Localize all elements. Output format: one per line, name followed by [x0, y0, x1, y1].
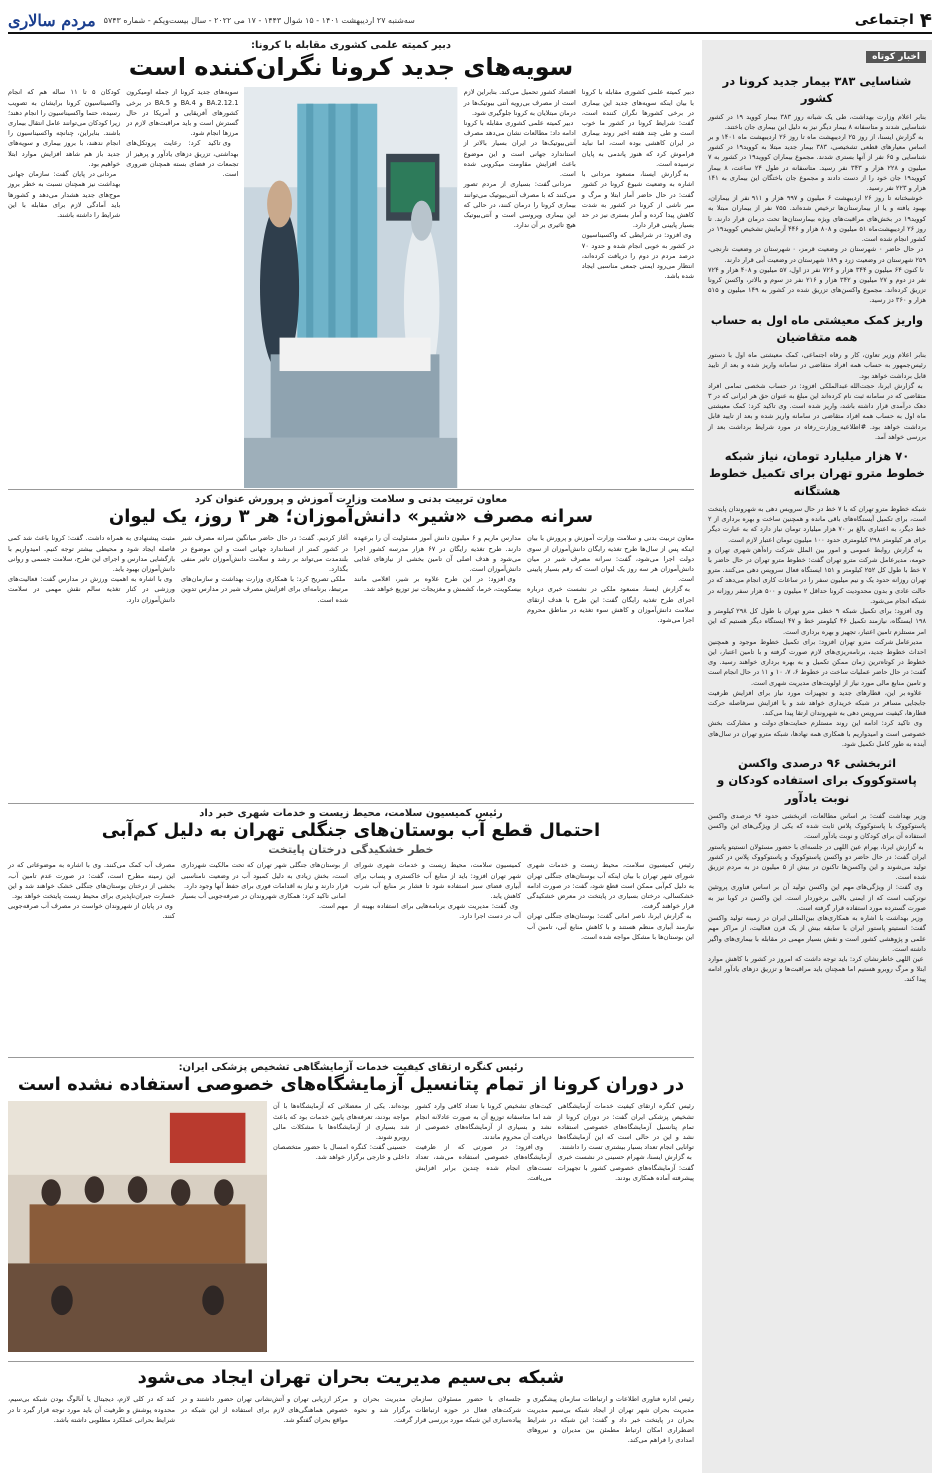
article-column: بوده‌اند. یکی از معضلاتی که آزمایشگاه‌ها با آن مواجه بودند، تعرفه‌های پایین خدمات بود که باعث شد بسیاری از آزمایشگاه‌ها با مشکلات مالی روبرو شوند. حسینی گفت: کنگره امسال با حضور متخصصان داخلی و خارجی برگزار خواهد شد.	[273, 1102, 410, 1162]
article-headline: سرانه مصرف «شیر» دانش‌آموزان؛ هر ۳ روز، یک لیوان	[108, 506, 594, 527]
brief-headline: واریز کمک معیشتی ماه اول به حساب همه متقاضیان	[710, 312, 924, 344]
article-kicker: رئیس کنگره ارتقای کیفیت خدمات آزمایشگاهی تشخیص پزشکی ایران:	[178, 1062, 524, 1073]
article-headline: سویه‌های جدید کرونا نگران‌کننده است	[128, 53, 574, 81]
article-headline: در دوران کرونا از تمام پتانسیل آزمایشگاه‌های خصوصی استفاده نشده است	[17, 1074, 685, 1095]
article-column: دبیر کمیته علمی کشوری مقابله با کرونا با بیان اینکه سویه‌های جدید این بیماری در برخی کشورها نگران کننده است، گفت: شرایط کرونا در کشور ما خوب است و طی چند هفته اخیر روند بیماری در ایران کاهشی بوده است، اما نباید فراموش کرد که هنوز پاندمی به پایان نرسیده است. به گزارش ایسنا، مسعود مردانی با اشاره به وضعیت شیوع کرونا در کشور گفت: در حال حاضر آمار ابتلا و مرگ و میر ناشی از کرونا در کشور به شدت کاهش پیدا کرده و آمار بستری نیز در حد بسیار پایینی قرار دارد. وی افزود: در شرایطی که واکسیناسیون در کشور به خوبی انجام شده و حدود ۷۰ درصد مردم دز دوم را دریافت کرده‌اند، انتظار می‌رود ایمنی جمعی مناسبی ایجاد شده باشد.	[581, 88, 694, 281]
section-header	[855, 8, 932, 32]
brief-text: بنابر اعلام وزارت بهداشت، طی یک شبانه روز ۳۸۳ بیمار کووید ۱۹ در کشور شناسایی شدند و متاسفانه ۸ بیمار دیگر نیز به دلیل این بیماری جان باختند. به گزارش ایسنا، از روز ۲۵ اردیبهشت ماه تا روز ۲۶ اردیبهشت ماه ۱۴۰۱ و بر اساس معیارهای قطعی تشخیصی، ۳۸۳ بیمار جدید مبتلا به کووید۱۹ در کشور شناسایی و ۶۵ نفر از آنها بستری شدند. مجموع بیماران کووید۱۹ در کشور به ۷ میلیون و ۲۲۸ هزار و ۳۴۳ نفر رسید. متاسفانه در طول ۲۴ ساعت، ۸ بیمار کووید۱۹ جان خود را از دست دادند و مجموع جان باختگان این بیماری به ۱۴۱ هزار و ۲۲۳ نفر رسید. خوشبختانه تا روز ۲۶ اردیبهشت ۶ میلیون و ۹۹۷ هزار و ۹۱۱ نفر از بیماران، بهبود یافته و یا از بیمارستان‌ها ترخیص شده‌اند. ۷۵۵ نفر از بیماران مبتلا به کووید۱۹ در بخش‌های مراقبت‌های ویژه بیمارستان‌ها تحت درمان قرار دارند. تا روز ۲۶ اردیبهشت‌ماه ۵۱ میلیون و ۸۰۸ هزار و ۴۴۶ آزمایش تشخیص کووید۱۹ در کشور انجام شده است. در حال حاضر ۰ شهرستان در وضعیت قرمز، ۰ شهرستان در وضعیت نارنجی، ۲۵۹ شهرستان در وضعیت زرد و ۱۸۹ شهرستان در وضعیت آبی قرار دارند. تا کنون ۶۴ میلیون و ۳۴۴ هزار و ۷۲۶ نفر دز اول، ۵۷ میلیون و ۴۰۸ هزار و ۷۲۴ نفر دز دوم و ۲۷ میلیون و ۳۴۲ هزار و ۲۱۶ نفر دز سوم و بالاتر، واکسن کرونا تزریق کرده‌اند. مجموع واکسن‌های تزریق شده در کشور به ۱۴۹ میلیون و ۵۱۵ هزار و ۳۶۰ دز رسید.	[708, 112, 927, 305]
article-kicker: معاون تربیت بدنی و سلامت وزارت آموزش و پرورش عنوان کرد	[194, 494, 508, 505]
article-column: کودکان ۵ تا ۱۱ ساله هم که انجام واکسیناسیون کرونا برایشان به تصویب رسیده، حتما واکسیناسیون را انجام دهند؛ زیرا کودکان می‌توانند عامل انتقال بیماری باشند. بنابراین، چنانچه واکسیناسیون را انجام ندهند، با بروز بیماری و سویه‌های جدید باز هم شاهد افزایش موارد ابتلا خواهیم بود. مردانی در پایان گفت: سازمان جهانی بهداشت نیز همچنان نسبت به خطر بروز موج‌های جدید هشدار می‌دهد و کشورها باید آمادگی لازم برای مقابله با این شرایط را داشته باشند.	[8, 88, 121, 220]
brief-text: وزیر بهداشت گفت: بر اساس مطالعات، اثربخشی حدود ۹۶ درصدی واکسن پاستوکووک با پاستوکووک پلاس ثابت شده که یکی از ویژگی‌های این واکسن استفاده آن برای کودکان و نوبت یادآور است. به گزارش ایرنا، بهرام عین اللهی در جلسه‌ای با حضور مسئولان انستیتو پاستور ایران گفت: در حال حاضر دو واکسن پاستوکووک و پاستوکووک پلاس در کشور تولید می‌شوند و این واکسن‌ها تاکنون در بیش از ۵ میلیون دز به مردم تزریق شده است. وی گفت: از ویژگی‌های مهم این واکسن تولید آن بر اساس فناوری پروتئین نوترکیب است که از ایمنی بالایی برخوردار است. این واکسن در کوبا نیز به صورت گسترده مورد استفاده قرار گرفته است. وزیر بهداشت با اشاره به همکاری‌های بین‌المللی ایران در زمینه تولید واکسن گفت: انستیتو پاستور ایران با سابقه بیش از یک قرن فعالیت، از مراکز مهم علمی و پژوهشی کشور است و نقش بسیار مهمی در مقابله با بیماری‌های واگیر داشته است. عین اللهی خاطرنشان کرد: باید توجه داشت که امروز در کشور با کاهش موارد ابتلا و مرگ روبرو هستیم اما همچنان باید مراقبت‌ها و تزریق دزهای یادآور ادامه پیدا کند.	[708, 811, 926, 984]
page-number: ۴	[919, 8, 932, 32]
sidebar-news-briefs	[702, 40, 932, 1473]
article-covid	[8, 40, 694, 490]
newspaper-logo: مردم سالاری	[8, 10, 96, 30]
brief-story	[708, 755, 926, 984]
conference-meeting-photo	[8, 1101, 267, 1352]
dateline: سه‌شنبه ۲۷ اردیبهشت ۱۴۰۱ - ۱۵ شوال ۱۴۴۳ - ۱۷ می ۲۰۲۲ - سال بیست‌ویکم - شماره ۵۷۴۳	[103, 15, 415, 25]
article-kicker: رئیس کمیسیون سلامت، محیط زیست و خدمات شهری خبر داد	[199, 808, 503, 819]
brief-story	[708, 448, 926, 749]
masthead	[8, 8, 932, 34]
brief-story	[708, 312, 926, 442]
main-articles	[5, 40, 694, 1473]
article-crisis	[5, 1366, 694, 1478]
article-column: آغاز کردیم. گفت: در حال حاضر میانگین سرانه مصرف شیر در کشور کمتر از استاندارد جهانی است و این موضوع در بلندمدت می‌تواند بر رشد و سلامت دانش‌آموزان تاثیر منفی بگذارد. ملکی تصریح کرد: با همکاری وزارت بهداشت و سازمان‌های مرتبط، برنامه‌ای برای افزایش مصرف شیر در مدارس تدوین شده است.	[181, 534, 349, 604]
article-column: از بوستان‌های جنگلی شهر تهران که تحت مالکیت شهرداری است، بخش زیادی به دلیل کمبود آب در وضعیت نامناسبی قرار دارند و نیاز به اقدامات فوری برای حفظ آنها وجود دارد. امانی تاکید کرد: همکاری شهروندان در صرفه‌جویی آب بسیار مهم است.	[181, 861, 348, 911]
article-column: کمیسیون سلامت، محیط زیست و خدمات شهری شورای شهر تهران افزود: باید از منابع آب خاکستری و پساب برای آبیاری فضای سبز استفاده شود تا فشار بر منابع آب شرب کاهش یابد. وی گفت: مدیریت شهری برنامه‌هایی برای استفاده بهینه از آب در دست اجرا دارد.	[354, 861, 521, 921]
section-name: اجتماعی	[854, 12, 914, 28]
article-headline: شبکه بی‌سیم مدیریت بحران تهران ایجاد می‌شود	[137, 1367, 565, 1388]
brief-text: شبکه خطوط مترو تهران که با ۷ خط در حال سرویس دهی به شهروندان پایتخت است، برای تکمیل آیستگاه‌های باقی مانده و همچنین ساخت و بهره برداری از ۲ خط دیگر، به اعتباری بالغ بر ۷۰ هزار میلیارد تومان نیاز دارد که به عبارت دیگر برای هر کیلومتر ۲۹۸ کیلومتری حدود ۱۰۰ میلیون تومان اعتبار لازم است. به گزارش روابط عمومی و امور بین الملل شرکت راه‌آهن شهری تهران و حومه، مدیرعامل شرکت مترو تهران گفت: خطوط مترو تهران در حال حاضر با ۷ خط با طول کل ۲۵۲ کیلومتر و ۱۵۱ ایستگاه فعال سرویس دهی می‌کنند. مترو تهران روزانه حدود یک و نیم میلیون سفر را در ساعات کاری انجام می‌دهد که در حالت عادی و بدون محدودیت کرونا حداقل ۲ میلیون و ۵۰۰ هزار سفر روزانه در شبکه انجام می‌شود. وی افزود: برای تکمیل شبکه ۹ خطی مترو تهران با طول کل ۲۹۸ کیلومتر و ۱۹۸ ایستگاه، نیازمند تکمیل ۴۶ کیلومتر خط و ۴۷ ایستگاه دیگر هستیم که این امر مستلزم تامین اعتبار، تجهیز و بهره برداری است. مدیرعامل شرکت مترو تهران افزود: برای تکمیل خطوط موجود و همچنین احداث خطوط جدید، برنامه‌ریزی‌های لازم صورت گرفته و با تامین اعتبار، این خطوط در کوتاه‌ترین زمان ممکن تکمیل و به بهره برداری خواهند رسید. وی گفت: در حال حاضر عملیات ساخت در خطوط ۶، ۷، ۱۰ و ۱۱ در حال انجام است و تامین منابع مالی مورد نیاز از اولویت‌های مدیریت شهری است. علاوه بر این، قطارهای جدید و تجهیزات مورد نیاز برای افزایش ظرفیت جابجایی مسافر در شبکه خریداری خواهد شد و با افزایش سرفاصله حرکت قطارها، کیفیت سرویس دهی به شهروندان ارتقا پیدا می‌کند. وی تاکید کرد: ادامه این روند مستلزم حمایت‌های دولت و مشارکت بخش خصوصی است و امیدواریم با همکاری همه نهادها، شبکه مترو تهران در سال‌های آینده به طور کامل تکمیل شود.	[708, 504, 927, 748]
article-headline: احتمال قطع آب بوستان‌های جنگلی تهران به دلیل کم‌آبی	[101, 820, 601, 841]
article-parks	[8, 808, 694, 1058]
article-column: معاون تربیت بدنی و سلامت وزارت آموزش و پرورش با بیان اینکه پس از سال‌ها طرح تغذیه رایگان دانش‌آموزان از سوی دولت اجرا می‌شود، گفت: سرانه مصرف شیر در میان دانش‌آموزان هر سه روز یک لیوان است که رقم بسیار پایینی است. به گزارش ایسنا، مسعود ملکی در نشست خبری درباره اجرای طرح تغذیه رایگان گفت: این طرح با هدف ارتقای سلامت دانش‌آموزان و کاهش سوء تغذیه در مناطق محروم اجرا می‌شود.	[527, 534, 694, 625]
article-column: مرکز ارزیابی تهران و آتش‌نشانی تهران حضور داشتند و در خصوص هماهنگی‌های لازم برای استفاده از این شبکه در مواقع بحران گفتگو شد.	[178, 1395, 348, 1424]
article-column: کند که در کلی لازم، دیجیتال یا آنالوگ بودن شبکه بی‌سیم، محدوده پوشش و ظرفیت آن باید مورد توجه قرار گیرد تا در شرایط بحرانی عملکرد مطلوبی داشته باشد.	[5, 1395, 175, 1424]
brief-text: بنابر اعلام وزیر تعاون، کار و رفاه اجتماعی، کمک معیشتی ماه اول با دستور رئیس‌جمهور به حساب همه افراد متقاضی در سامانه واریز شده و بعد از تایید قابل برداشت خواهد بود. به گزارش ایرنا، حجت‌الله عبدالملکی افزود: در حساب شخصی تمامی افراد متقاضی که در سامانه ثبت نام کرده‌اند این مبلغ به عنوان حق هر ایرانی که در ۳ دهک درآمدی قرار داشته باشد، واریز شده است. وی تاکید کرد: کمک معیشتی ماه اول به حساب همه افراد متقاضی در سامانه واریز شده و بعد از تایید قابل برداشت خواهد بود. #اطلاعیه_وزارت_رفاه در مورد شرایط برداشت بعد از بررسی خواهد آمد.	[708, 351, 926, 441]
article-subhead: خطر خشکیدگی درختان پایتخت	[268, 843, 434, 857]
icu-ward-photo	[244, 87, 457, 488]
brief-headline: اثربخشی ۹۶ درصدی واکسن پاستوکووک برای استفاده کودکان و نوبت یادآور	[717, 756, 917, 805]
article-column: رئیس کمیسیون سلامت، محیط زیست و خدمات شهری شورای شهر تهران با بیان اینکه آب بوستان‌های جنگلی تهران به دلیل کم‌آبی ممکن است قطع شود، گفت: در صورت ادامه خشکسالی، درختان بسیاری در پایتخت در معرض خشکیدگی قرار خواهند گرفت. به گزارش ایرنا، ناصر امانی گفت: بوستان‌های جنگلی تهران نیازمند آبیاری منظم هستند و با کاهش منابع آبی، تامین آب این بوستان‌ها با مشکل مواجه شده است.	[527, 861, 694, 941]
brief-headline: شناسایی ۳۸۳ بیمار جدید کرونا در کشور	[722, 74, 912, 106]
brief-headline: ۷۰ هزار میلیارد تومان، نیاز شبکه خطوط مترو تهران برای تکمیل خطوط هشتگانه	[709, 449, 925, 498]
article-column: سویه‌های جدید کرونا از جمله اومیکرون BA.2.12.1 و BA.4 و BA.5 در برخی کشورهای آفریقایی و آمریکا در حال گسترش است و باید مراقبت‌های لازم در مرزها انجام شود. وی تاکید کرد: رعایت پروتکل‌های بهداشتی، تزریق دزهای یادآور و پرهیز از تجمعات در فضای بسته همچنان ضروری است.	[126, 88, 239, 179]
article-column: مصرف آب کمک می‌کنند. وی با اشاره به موضوعاتی که در این زمینه مطرح است، گفت: در صورت عدم تامین آب، بخشی از درختان بوستان‌های جنگلی خشک خواهند شد و این خسارت جبران‌ناپذیری برای محیط زیست پایتخت خواهد بود. وی در پایان از شهروندان خواست در مصرف آب صرفه‌جویی کنند.	[8, 861, 175, 921]
article-column: مثبت پیشنهادی به همراه داشت. گفت: کرونا باعث شد کمی فاصله ایجاد شود و محیطی بیشتر توجه کنیم. امیدواریم با بازگشایی مدارس و اجرای این طرح، سلامت جسمی و روانی دانش‌آموزان بهبود یابد. وی با اشاره به اهمیت ورزش در مدارس گفت: فعالیت‌های ورزشی در کنار تغذیه سالم نقش مهمی در سلامت دانش‌آموزان دارد.	[8, 534, 175, 604]
article-column: رئیس کنگره ارتقای کیفیت خدمات آزمایشگاهی تشخیص پزشکی ایران گفت: در دوران کرونا از تمام پتانسیل آزمایشگاه‌های خصوصی استفاده نشد و این در حالی است که این آزمایشگاه‌ها توانایی انجام تعداد بسیار بیشتری تست را داشتند. به گزارش ایسنا، شهرام حسینی در نشست خبری گفت: آزمایشگاه‌های خصوصی کشور با تجهیزات پیشرفته آماده همکاری بودند.	[557, 1102, 694, 1182]
sidebar-tag: اخبار کوتاه	[866, 51, 926, 63]
article-kicker: دبیر کمیته علمی کشوری مقابله با کرونا:	[250, 40, 452, 51]
article-labs	[8, 1062, 694, 1362]
article-column: کیت‌های تشخیص کرونا با تعداد کافی وارد کشور شد اما متاسفانه توزیع آن به صورت عادلانه انجام نشد و بسیاری از آزمایشگاه‌های خصوصی از دریافت آن محروم ماندند. وی افزود: در صورتی که از ظرفیت آزمایشگاه‌های خصوصی استفاده می‌شد، تعداد تست‌های انجام شده چندین برابر افزایش می‌یافت.	[415, 1102, 552, 1182]
article-column: جلسه‌ای با حضور مسئولان سازمان مدیریت بحران و شرکت‌های فعال در حوزه ارتباطات برگزار شد و نحوه پیاده‌سازی این شبکه مورد بررسی قرار گرفت.	[351, 1395, 521, 1424]
article-column: رئیس اداره فناوری اطلاعات و ارتباطات سازمان پیشگیری و مدیریت بحران شهر تهران از ایجاد شبکه بی‌سیم مدیریت بحران در پایتخت خبر داد و گفت: این شبکه در شرایط اضطراری امکان ارتباط مطمئن بین مدیران و نیروهای امدادی را فراهم می‌کند.	[524, 1395, 694, 1445]
article-milk	[8, 494, 694, 804]
article-column: اقتصاد کشور تحمیل می‌کند. بنابراین لازم است از مصرف بی‌رویه آنتی بیوتیک‌ها در درمان مبتلایان به کرونا جلوگیری شود. دبیر کمیته علمی کشوری مقابله با کرونا ادامه داد: مطالعات نشان می‌دهد مصرف آنتی‌بیوتیک‌ها در ایران بسیار بالاتر از استاندارد جهانی است و این موضوع باعث افزایش مقاومت میکروبی شده است. مردانی گفت: بسیاری از مردم تصور می‌کنند که با مصرف آنتی‌بیوتیک می‌توانند بیماری کرونا را درمان کنند، در حالی که این بیماری ویروسی است و آنتی‌بیوتیک هیچ تاثیری بر آن ندارد.	[463, 88, 576, 230]
article-column: مدارس ماریم و ۶ میلیون دانش آموز مسئولیت آن را برعهده دارند. طرح تغذیه رایگان در ۶۷ هزار مدرسه کشور اجرا می‌شود و هدف اصلی آن تامین بخشی از نیازهای غذایی دانش‌آموزان است. وی افزود: در این طرح علاوه بر شیر، اقلامی مانند بیسکویت، خرما، کشمش و مغزیجات نیز توزیع خواهد شد.	[354, 534, 522, 594]
brief-story	[708, 73, 926, 306]
masthead-left	[8, 11, 415, 30]
